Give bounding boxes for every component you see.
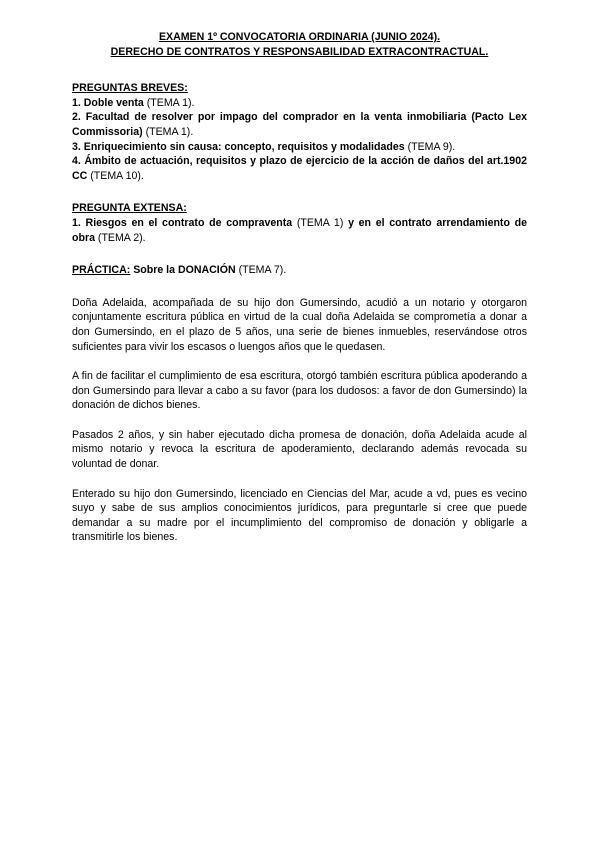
practica-subject: Sobre la DONACIÓN [130,264,236,277]
extensa-part-1: 1. Riesgos en el contrato de compraventa [72,216,293,229]
practica-tema: (TEMA 7). [235,264,287,277]
question-3 [72,140,527,155]
practica-label: PRÁCTICA: [72,264,131,277]
question-1-title: 1. Doble venta [72,96,144,109]
pregunta-extensa-section [72,201,527,245]
exam-title [72,30,527,59]
pregunta-extensa-heading: PREGUNTA EXTENSA: [72,202,187,215]
extensa-part-2: y en el contrato arrendamiento de obra [72,216,527,244]
exam-title-line-1: EXAMEN 1º CONVOCATORIA ORDINARIA (JUNIO 2024). [158,31,441,43]
practica-paragraph-4: Enterado su hijo don Gumersindo, licenciado en Ciencias del Mar, acude a vd, pues es vecino suyo y sabe de sus amplios conocimientos jurídicos, para preguntarle si cree que puede demandar a su madre por el incumplimiento del compromiso de donación y obligarle a transmitirle los bienes. [72,487,527,544]
exam-page [72,30,527,560]
question-2 [72,110,527,139]
extensa-tema-1: (TEMA 1) [292,216,349,229]
extensa-tema-2: (TEMA 2). [94,231,146,244]
preguntas-breves-section [72,81,527,183]
question-2-tema: (TEMA 1). [142,125,194,138]
question-3-tema: (TEMA 9). [404,140,456,153]
practica-paragraph-3: Pasados 2 años, y sin haber ejecutado dicha promesa de donación, doña Adelaida acude al mismo notario y revoca la escritura de apoderamiento, declarando además revocada su voluntad de donar. [72,428,527,471]
question-1 [72,96,527,111]
question-1-tema: (TEMA 1). [143,96,195,109]
question-2-title: 2. Facultad de resolver por impago del comprador en la venta inmobiliaria (Pacto Lex Commissoria) [72,111,527,138]
practica-heading [72,263,527,278]
question-3-title: 3. Enriquecimiento sin causa: concepto, requisitos y modalidades [72,140,405,153]
question-4 [72,154,527,183]
exam-title-line-2: DERECHO DE CONTRATOS Y RESPONSABILIDAD EXTRACONTRACTUAL. [110,45,489,58]
pregunta-extensa-text [72,216,527,245]
preguntas-breves-heading: PREGUNTAS BREVES: [72,82,188,95]
question-4-title: 4. Ámbito de actuación, requisitos y plazo de ejercicio de la acción de daños del art.1902 CC [72,155,527,182]
practica-paragraph-2: A fin de facilitar el cumplimiento de esa escritura, otorgó también escritura pública apoderando a don Gumersindo para llevar a cabo a su favor (para los dudosos: a favor de don Gumersindo) la donación de dichos bienes. [72,370,527,412]
question-4-tema: (TEMA 10). [87,169,144,182]
practica-paragraph-1: Doña Adelaida, acompañada de su hijo don Gumersindo, acudió a un notario y otorgaron conjuntamente escritura pública en virtud de la cual doña Adelaida se comprometía a donar a don Gumersindo, en el plazo de 5 años, una serie de bienes inmuebles, reservándose otros suficientes para vivir los escasos o luengos años que le quedasen. [72,296,527,353]
practica-body [72,296,527,545]
